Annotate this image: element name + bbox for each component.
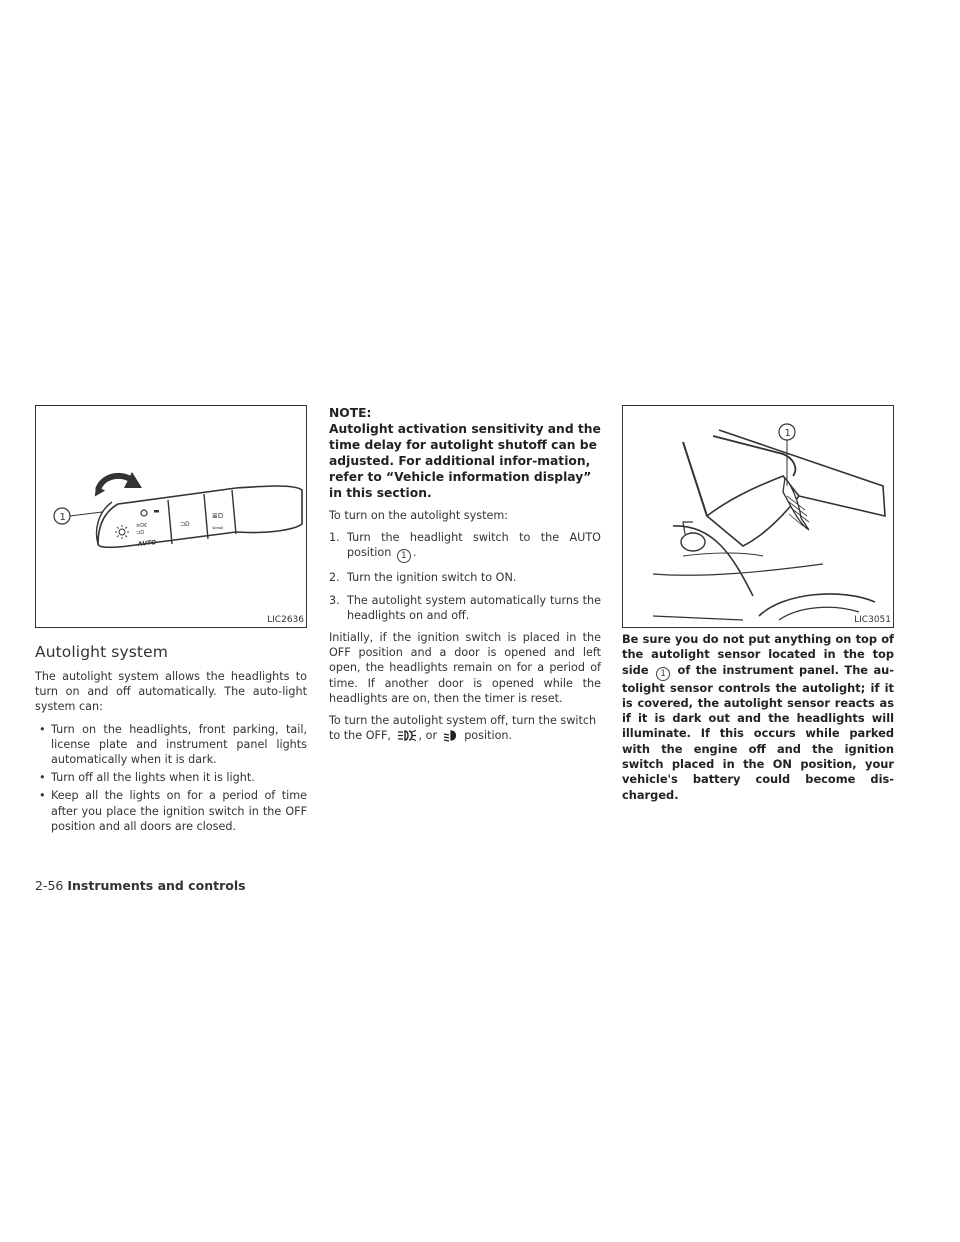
step-number: 1.: [329, 531, 340, 545]
list-item-text: Turn off all the lights when it is light.: [51, 771, 255, 785]
list-item: [329, 570, 601, 585]
timer-paragraph: Initially, if the ignition switch is placed in the OFF position and a door is opened and left open, the headlights remain on for a period of time. If another door is opened while the headlights are on, then the timer is reset.: [329, 631, 601, 705]
autolight-sensor-figure: [622, 405, 894, 628]
bullet-marker: •: [39, 722, 46, 736]
turn-off-text: To turn the autolight system off, turn the switch to the OFF,: [329, 714, 597, 743]
bullet-marker: •: [39, 789, 46, 803]
parking-lights-icon: [397, 729, 417, 742]
right-column: [622, 405, 894, 803]
step-text-end: .: [412, 546, 417, 560]
svg-text:≡D€: ≡D€: [136, 523, 148, 529]
list-item: [35, 770, 307, 785]
list-item: [35, 788, 307, 834]
headlight-switch-illustration: [36, 406, 308, 629]
figure-code: LIC3051: [854, 615, 891, 625]
svg-text:⊐D: ⊐D: [136, 530, 145, 536]
list-item: [329, 530, 601, 563]
step-text: Turn the ignition switch to ON.: [347, 571, 517, 585]
bullet-marker: •: [39, 771, 46, 785]
step-text: Turn the headlight switch to the AUTO position: [347, 531, 601, 560]
page-number: 2-56: [35, 878, 64, 893]
turn-off-end: position.: [464, 729, 513, 743]
figure-code: LIC2636: [267, 615, 304, 625]
footer-section-title: Instruments and controls: [67, 878, 246, 893]
svg-text:≣D: ≣D: [212, 512, 224, 520]
list-item: [329, 593, 601, 623]
intro-paragraph: The autolight system allows the headlights to turn on and off automatically. The auto-light system can:: [35, 670, 307, 714]
list-item-text: Turn on the headlights, front parking, tail, license plate and instrument panel lights automatically when it is dark.: [51, 722, 307, 767]
svg-text:⇦⇨: ⇦⇨: [212, 524, 224, 532]
caution-text-end: of the instrument panel. The au-tolight sensor controls the autolight; if it is covered, the autolight sensor reacts as if it is dark out and the headlights will illuminate. If this occurs while parked with the engine off and the ignition switch placed in the ON position, your vehicle's battery could become dis-charged.: [622, 662, 895, 802]
headlight-icon: [443, 729, 459, 742]
turn-off-or: , or: [418, 729, 438, 743]
svg-text:⊐D: ⊐D: [180, 521, 190, 528]
callout-1-icon: 1: [397, 549, 411, 563]
section-title: Autolight system: [35, 643, 168, 661]
list-item: [35, 722, 307, 768]
caution-paragraph: [622, 632, 894, 803]
caution-text: Be sure you do not put anything on top of the autolight sensor located in the top side: [622, 632, 894, 677]
step-text: The autolight system automatically turns the headlights on and off.: [347, 593, 601, 622]
turn-on-intro: To turn on the autolight system:: [329, 509, 509, 522]
step-number: 2.: [329, 571, 340, 585]
autolight-capabilities-list: [35, 722, 307, 834]
callout-1-label: 1: [784, 428, 791, 439]
note-body: Autolight activation sensitivity and the time delay for autolight shutoff can be adjusted. For additional infor-mation, refer to “Vehicle information display” in this section.: [329, 422, 601, 500]
callout-1-label: 1: [59, 512, 66, 523]
page-footer: [35, 878, 246, 893]
note-label: NOTE:: [329, 406, 372, 420]
dashboard-sensor-illustration: [623, 406, 895, 629]
headlight-switch-figure: [35, 405, 307, 628]
auto-position-label: AUTO: [137, 539, 157, 548]
list-item-text: Keep all the lights on for a period of time after you place the ignition switch in the OFF position and all doors are closed.: [51, 789, 307, 833]
callout-1-icon: 1: [656, 667, 670, 681]
left-column: [35, 405, 307, 837]
turn-off-paragraph: [329, 713, 601, 743]
step-number: 3.: [329, 593, 340, 607]
middle-column: [329, 405, 601, 750]
turn-on-steps: [329, 530, 601, 623]
